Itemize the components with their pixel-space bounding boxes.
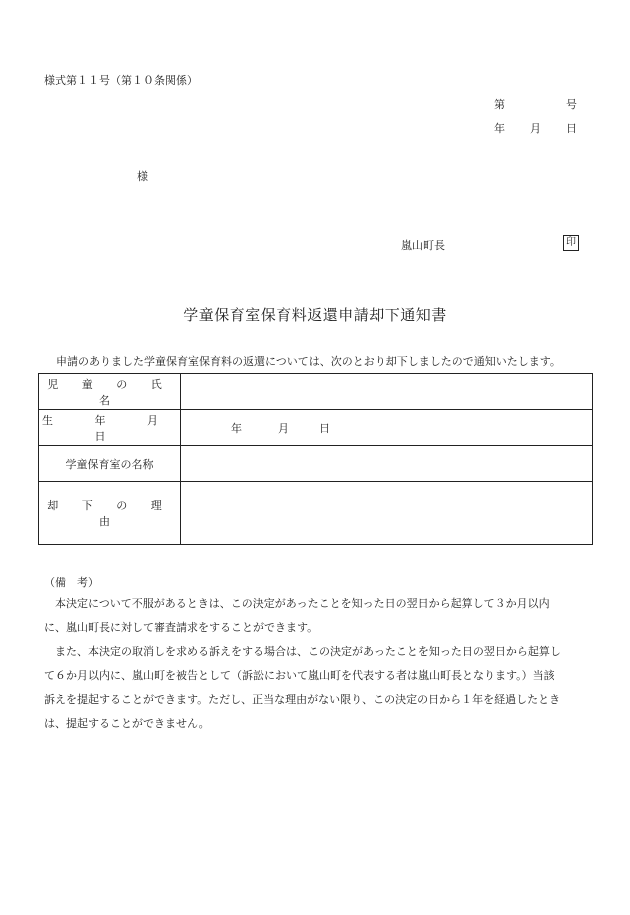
label-birthdate: 生 年 月 日: [39, 410, 181, 446]
remarks-paragraph-lawsuit: [44, 640, 589, 736]
birthdate-day: 日: [319, 421, 330, 435]
document-title: 学童保育室保育料返還申請却下通知書: [183, 306, 447, 324]
birthdate-year: 年: [231, 421, 242, 435]
value-facility-name: [181, 446, 593, 482]
table-row-reason: [39, 482, 593, 545]
table-row-birthdate: [39, 410, 593, 446]
label-child-name: 児 童 の 氏 名: [39, 374, 181, 410]
date-year: 年: [494, 122, 505, 135]
issuer-name: 嵐山町長: [401, 239, 445, 252]
remarks-paragraph-appeal: [44, 592, 589, 640]
document-number-suffix: 号: [566, 98, 577, 111]
table-row-child-name: [39, 374, 593, 410]
document-number-prefix: 第: [494, 98, 505, 111]
birthdate-month: 月: [278, 421, 289, 435]
recipient-honorific: 様: [137, 170, 148, 183]
value-birthdate: [181, 410, 593, 446]
label-facility-name: 学童保育室の名称: [39, 446, 181, 482]
paragraph-line: て６か月以内に、嵐山町を被告として（訴訟において嵐山町を代表する者は嵐山町長となります。）当該: [44, 669, 555, 682]
label-rejection-reason: 却 下 の 理 由: [39, 482, 181, 545]
table-row-facility: [39, 446, 593, 482]
paragraph-line: は、提起することができません。: [44, 717, 210, 730]
form-number: 様式第１１号（第１０条関係）: [44, 74, 198, 87]
seal-stamp: 印: [563, 235, 579, 251]
paragraph-line: 訴えを提起することができます。ただし、正当な理由がない限り、この決定の日から１年を経過したとき: [44, 693, 561, 706]
date-month: 月: [530, 122, 541, 135]
paragraph-line: また、本決定の取消しを求める訴えをする場合は、この決定があったことを知った日の翌日から起算し: [55, 645, 561, 658]
date-day: 日: [566, 122, 577, 135]
value-child-name: [181, 374, 593, 410]
paragraph-line: に、嵐山町長に対して審査請求をすることができます。: [44, 621, 319, 634]
value-rejection-reason: [181, 482, 593, 545]
paragraph-line: 本決定について不服があるときは、この決定があったことを知った日の翌日から起算して３か月以内: [55, 597, 550, 610]
remarks-title: （備 考）: [44, 576, 99, 589]
intro-text: 申請のありました学童保育室保育料の返還については、次のとおり却下しましたので通知いたします。: [56, 355, 561, 368]
notice-table: [38, 373, 593, 545]
